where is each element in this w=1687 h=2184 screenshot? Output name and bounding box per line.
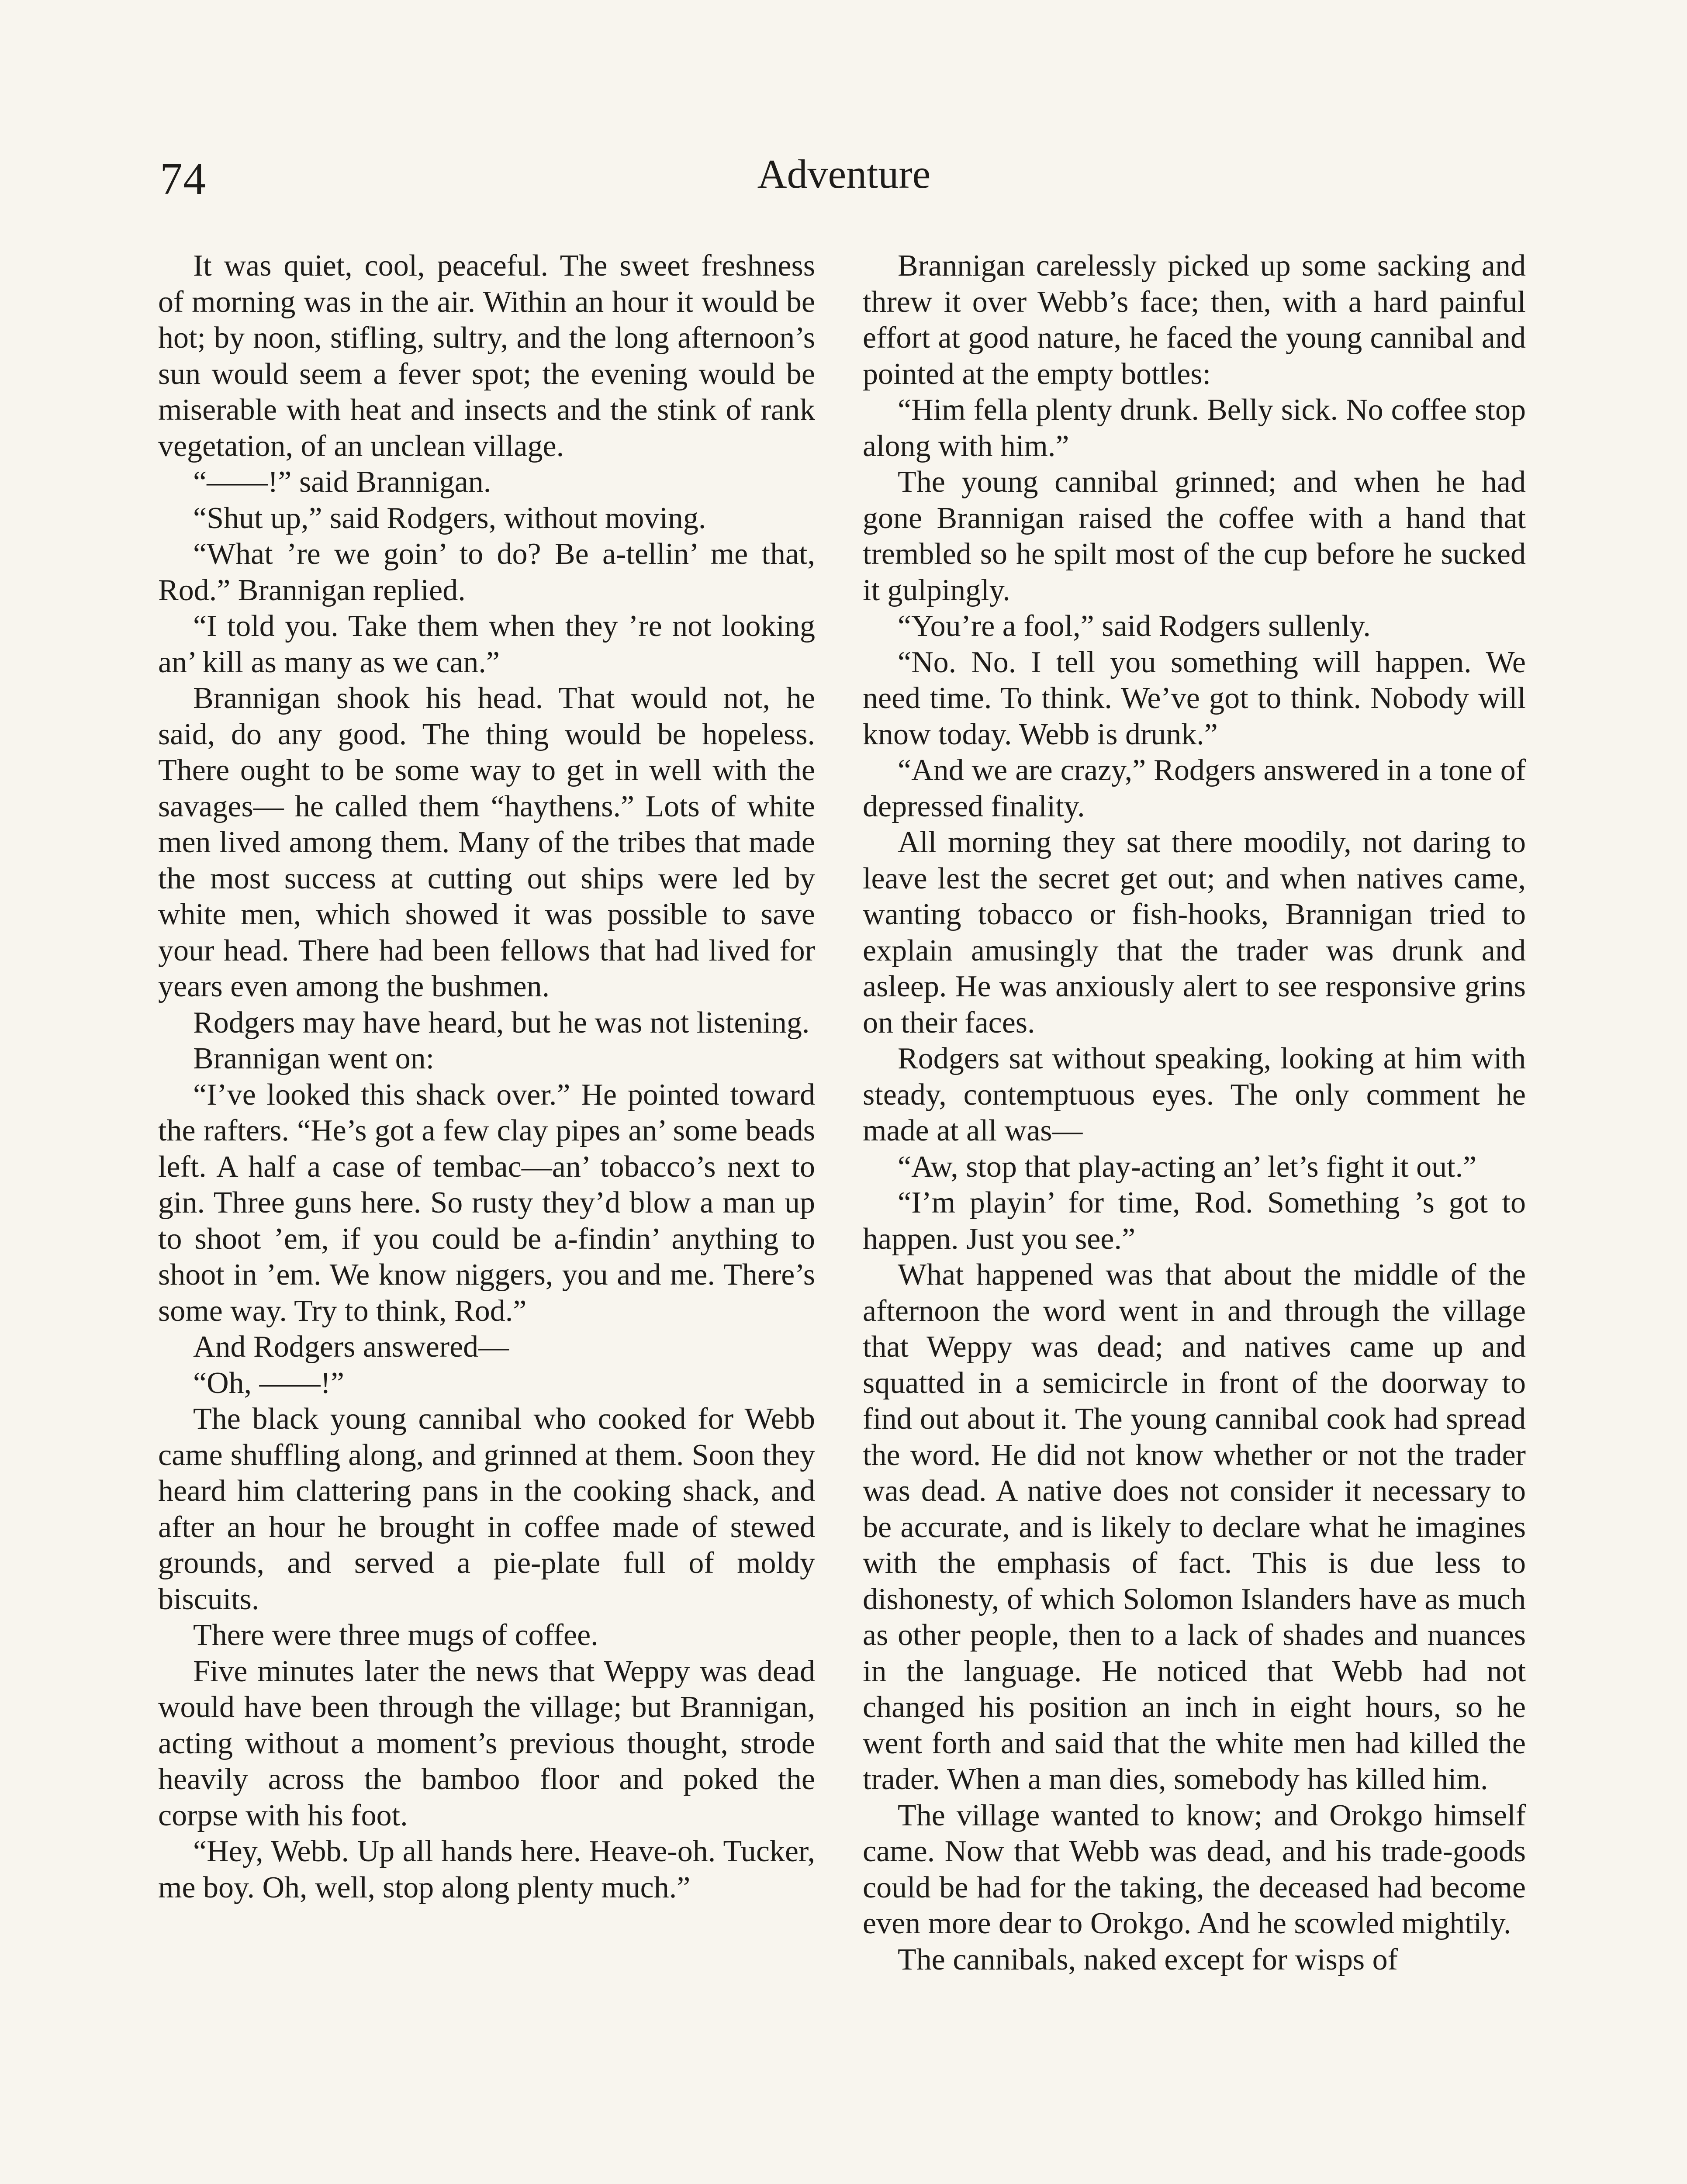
paragraph: Brannigan carelessly picked up some sacking and threw it over Webb’s face; then, with a hard painful effort at good nature, he faced the young cannibal and pointed at the empty bottles: <box>863 249 1526 391</box>
paragraph: “Shut up,” said Rodgers, without moving. <box>193 501 706 535</box>
paragraph: Rodgers may have heard, but he was not listening. <box>193 1006 810 1040</box>
paragraph: “I’ve looked this shack over.” He pointed toward the rafters. “He’s got a few clay pipes an’ some beads left. A half a case of tembac—an’ tobacco’s next to gin. Three guns here. So rusty they’d blow a man up to shoot ’em, if you could be a-findin’ anything to shoot in ’em. We know niggers, you and me. There’s some way. Try to think, Rod.” <box>158 1078 815 1328</box>
paragraph: “Him fella plenty drunk. Belly sick. No coffee stop along with him.” <box>863 393 1526 463</box>
running-head-title: Adventure <box>757 152 931 197</box>
paragraph: “——!” said Brannigan. <box>193 465 491 499</box>
paragraph: And Rodgers answered— <box>193 1330 509 1364</box>
paragraph: “No. No. I tell you something will happen. We need time. To think. We’ve got to think. Nobody will know today. Webb is drunk.” <box>863 645 1526 751</box>
paragraph: “Hey, Webb. Up all hands here. Heave-oh. Tucker, me boy. Oh, well, stop along plenty much.” <box>158 1835 815 1904</box>
paragraph: “I told you. Take them when they ’re not looking an’ kill as many as we can.” <box>158 609 815 679</box>
paragraph: All morning they sat there moodily, not daring to leave lest the secret get out; and when natives came, wanting tobacco or fish-hooks, Brannigan tried to explain amusingly that the trader was drunk and asleep. He was anxiously alert to see responsive grins on their faces. <box>863 826 1526 1040</box>
paragraph: The village wanted to know; and Orokgo himself came. Now that Webb was dead, and his trade-goods could be had for the taking, the deceased had become even more dear to Orokgo. And he scowled mightily. <box>863 1798 1526 1940</box>
page-header <box>158 152 1530 218</box>
paragraph: Brannigan went on: <box>193 1042 435 1075</box>
paragraph: Rodgers sat without speaking, looking at him with steady, contemptuous eyes. The only comment he made at all was— <box>863 1042 1526 1147</box>
paragraph: Brannigan shook his head. That would not, he said, do any good. The thing would be hopeless. There ought to be some way to get in well with the savages— he called them “haythens.” Lots of white men lived among them. Many of the tribes that made the most success at cutting out ships were led by white men, which showed it was possible to save your head. There had been fellows that had lived for years even among the bushmen. <box>158 681 815 1003</box>
paragraph: The cannibals, naked except for wisps of <box>898 1942 1398 1977</box>
paragraph: “Aw, stop that play-acting an’ let’s fight it out.” <box>898 1150 1477 1184</box>
paragraph: “I’m playin’ for time, Rod. Something ’s got to happen. Just you see.” <box>863 1186 1526 1256</box>
page-number: 74 <box>160 154 206 204</box>
paragraph: The black young cannibal who cooked for Webb came shuffling along, and grinned at them. Soon they heard him clattering pans in the cooking shack, and after an hour he brought in coffee made of stewed grounds, and served a pie-plate full of moldy biscuits. <box>158 1402 815 1616</box>
paragraph: “Oh, ——!” <box>193 1366 345 1400</box>
paragraph: The young cannibal grinned; and when he had gone Brannigan raised the coffee with a hand that trembled so he spilt most of the cup before he sucked it gulpingly. <box>863 465 1526 607</box>
right-text-column <box>863 248 1526 2184</box>
left-text-column <box>158 248 815 2184</box>
paragraph: “What ’re we goin’ to do? Be a-tellin’ me that, Rod.” Brannigan replied. <box>158 537 815 607</box>
paragraph: “And we are crazy,” Rodgers answered in a tone of depressed finality. <box>863 753 1526 823</box>
paragraph: It was quiet, cool, peaceful. The sweet freshness of morning was in the air. Within an hour it would be hot; by noon, stifling, sultry, and the long afternoon’s sun would seem a fever spot; the evening would be miserable with heat and insects and the stink of rank vegetation, of an unclean village. <box>158 249 815 463</box>
paragraph: What happened was that about the middle of the afternoon the word went in and through the village that Weppy was dead; and natives came up and squatted in a semicircle in front of the doorway to find out about it. The young cannibal cook had spread the word. He did not know whether or not the trader was dead. A native does not consider it necessary to be accurate, and is likely to declare what he imagines with the emphasis of fact. This is due less to dishonesty, of which Solomon Islanders have as much as other people, then to a lack of shades and nuances in the language. He noticed that Webb had not changed his position an inch in eight hours, so he went forth and said that the white men had killed the trader. When a man dies, somebody has killed him. <box>863 1258 1526 1796</box>
paragraph: “You’re a fool,” said Rodgers sullenly. <box>898 609 1371 643</box>
paragraph: Five minutes later the news that Weppy was dead would have been through the village; but Brannigan, acting without a moment’s previous thought, strode heavily across the bamboo floor and poked the corpse with his foot. <box>158 1654 815 1832</box>
paragraph: There were three mugs of coffee. <box>193 1618 598 1652</box>
